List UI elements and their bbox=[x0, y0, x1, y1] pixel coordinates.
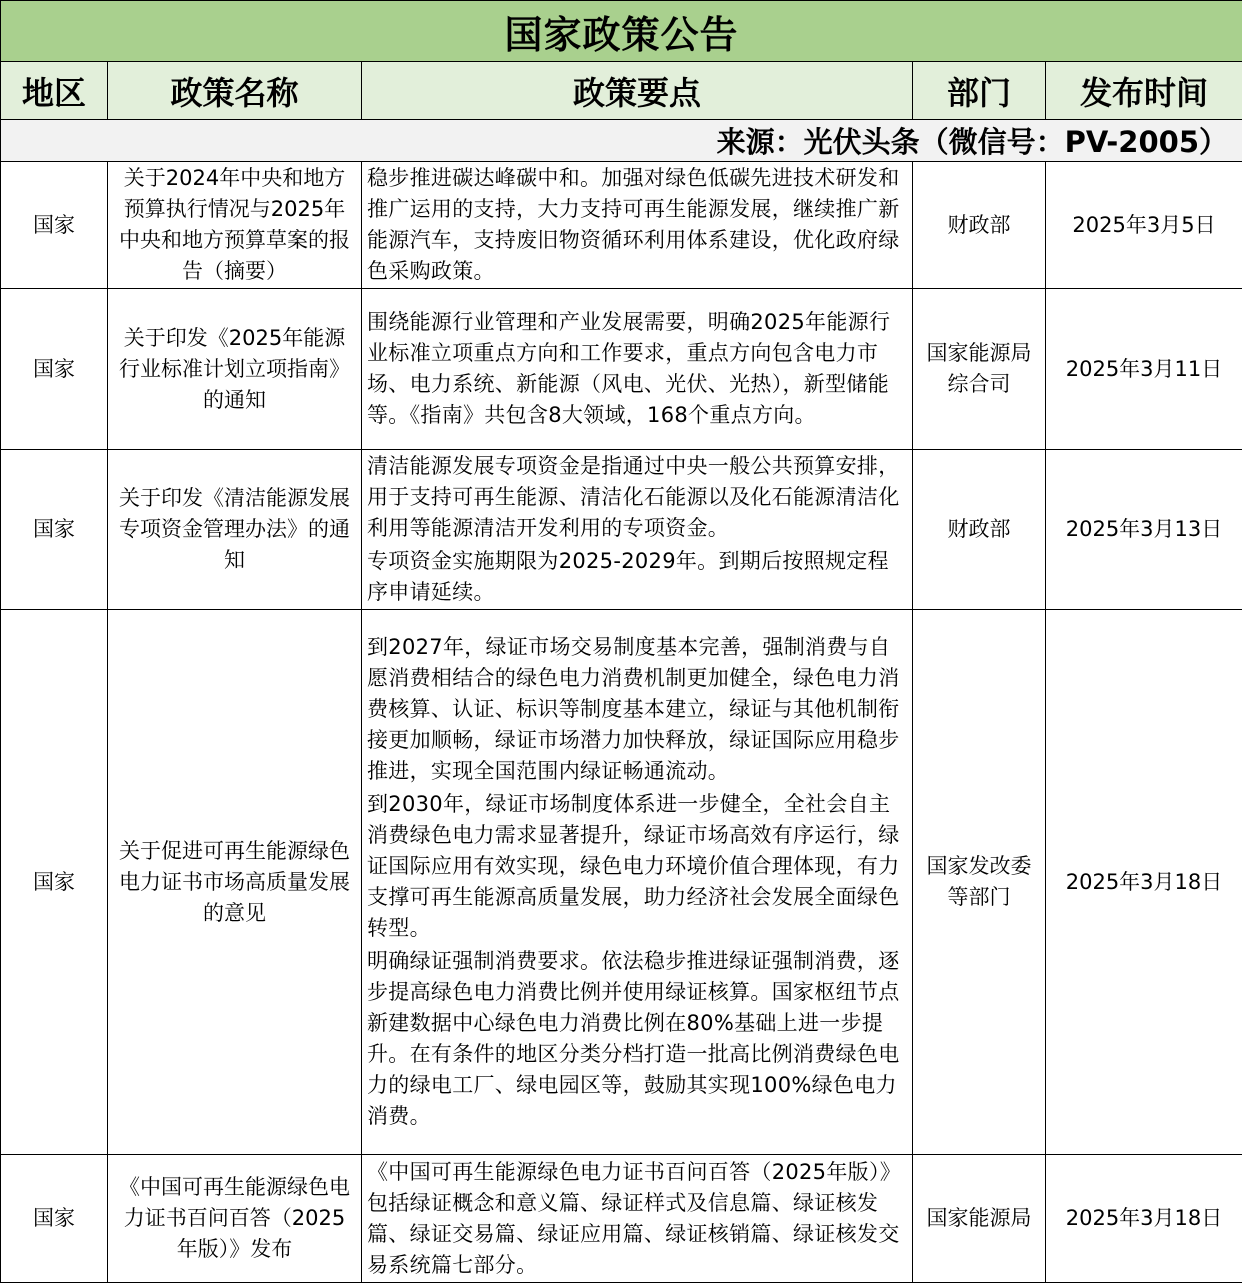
department-cell: 财政部 bbox=[913, 450, 1046, 610]
header-department: 部门 bbox=[913, 62, 1046, 120]
table-row bbox=[1, 450, 1242, 610]
department-cell: 国家发改委等部门 bbox=[913, 610, 1046, 1155]
region-cell: 国家 bbox=[1, 289, 108, 450]
department-cell: 国家能源局 bbox=[913, 1155, 1046, 1283]
header-policy-points: 政策要点 bbox=[362, 62, 913, 120]
date-cell: 2025年3月5日 bbox=[1046, 162, 1242, 289]
policy-points-cell bbox=[362, 162, 913, 289]
region-cell: 国家 bbox=[1, 1155, 108, 1283]
table-row bbox=[1, 610, 1242, 1155]
region-cell: 国家 bbox=[1, 450, 108, 610]
table-title: 国家政策公告 bbox=[1, 1, 1242, 62]
department-cell: 财政部 bbox=[913, 162, 1046, 289]
policy-point: 《中国可再生能源绿色电力证书百问百答（2025年版）》包括绿证概念和意义篇、绿证样式及信息篇、绿证核发篇、绿证交易篇、绿证应用篇、绿证核销篇、绿证核发交易系统篇七部分。 bbox=[367, 1157, 908, 1281]
header-policy-name: 政策名称 bbox=[108, 62, 362, 120]
region-cell: 国家 bbox=[1, 162, 108, 289]
policy-name-cell: 关于印发《2025年能源行业标准计划立项指南》的通知 bbox=[108, 289, 362, 450]
policy-point: 明确绿证强制消费要求。依法稳步推进绿证强制消费，逐步提高绿色电力消费比例并使用绿证核算。国家枢纽节点新建数据中心绿色电力消费比例在80%基础上进一步提升。在有条件的地区分类分档打造一批高比例消费绿色电力的绿电工厂、绿电园区等，鼓励其实现100%绿色电力消费。 bbox=[367, 946, 908, 1132]
policy-point: 稳步推进碳达峰碳中和。加强对绿色低碳先进技术研发和推广运用的支持，大力支持可再生能源发展，继续推广新能源汽车，支持废旧物资循环利用体系建设，优化政府绿色采购政策。 bbox=[367, 163, 908, 287]
policy-point: 到2030年，绿证市场制度体系进一步健全，全社会自主消费绿色电力需求显著提升，绿证市场高效有序运行，绿证国际应用有效实现，绿色电力环境价值合理体现，有力支撑可再生能源高质量发展，助力经济社会发展全面绿色转型。 bbox=[367, 789, 908, 944]
policy-points-cell bbox=[362, 1155, 913, 1283]
header-release-date: 发布时间 bbox=[1046, 62, 1242, 120]
policy-point: 到2027年，绿证市场交易制度基本完善，强制消费与自愿消费相结合的绿色电力消费机制更加健全，绿色电力消费核算、认证、标识等制度基本建立，绿证与其他机制衔接更加顺畅，绿证市场潜力加快释放，绿证国际应用稳步推进，实现全国范围内绿证畅通流动。 bbox=[367, 632, 908, 787]
table-row bbox=[1, 1155, 1242, 1283]
date-cell: 2025年3月18日 bbox=[1046, 1155, 1242, 1283]
policy-name-cell: 关于印发《清洁能源发展专项资金管理办法》的通知 bbox=[108, 450, 362, 610]
department-cell: 国家能源局综合司 bbox=[913, 289, 1046, 450]
region-cell: 国家 bbox=[1, 610, 108, 1155]
table-row bbox=[1, 162, 1242, 289]
source-note: 来源：光伏头条（微信号：PV-2005） bbox=[1, 120, 1242, 162]
policy-point: 围绕能源行业管理和产业发展需要，明确2025年能源行业标准立项重点方向和工作要求，重点方向包含电力市场、电力系统、新能源（风电、光伏、光热），新型储能等。《指南》共包含8大领域，168个重点方向。 bbox=[367, 307, 908, 431]
policy-point: 清洁能源发展专项资金是指通过中央一般公共预算安排，用于支持可再生能源、清洁化石能源以及化石能源清洁化利用等能源清洁开发利用的专项资金。 bbox=[367, 451, 908, 544]
header-row bbox=[1, 62, 1242, 120]
policy-points-cell bbox=[362, 450, 913, 610]
source-row bbox=[1, 120, 1242, 162]
policy-name-cell: 关于2024年中央和地方预算执行情况与2025年中央和地方预算草案的报告（摘要） bbox=[108, 162, 362, 289]
policy-points-cell bbox=[362, 289, 913, 450]
policy-name-cell: 关于促进可再生能源绿色电力证书市场高质量发展的意见 bbox=[108, 610, 362, 1155]
date-cell: 2025年3月18日 bbox=[1046, 610, 1242, 1155]
policy-points-cell bbox=[362, 610, 913, 1155]
policy-name-cell: 《中国可再生能源绿色电力证书百问百答（2025年版）》发布 bbox=[108, 1155, 362, 1283]
date-cell: 2025年3月11日 bbox=[1046, 289, 1242, 450]
header-region: 地区 bbox=[1, 62, 108, 120]
table-row bbox=[1, 289, 1242, 450]
policy-point: 专项资金实施期限为2025-2029年。到期后按照规定程序申请延续。 bbox=[367, 546, 908, 608]
title-row bbox=[1, 1, 1242, 62]
date-cell: 2025年3月13日 bbox=[1046, 450, 1242, 610]
